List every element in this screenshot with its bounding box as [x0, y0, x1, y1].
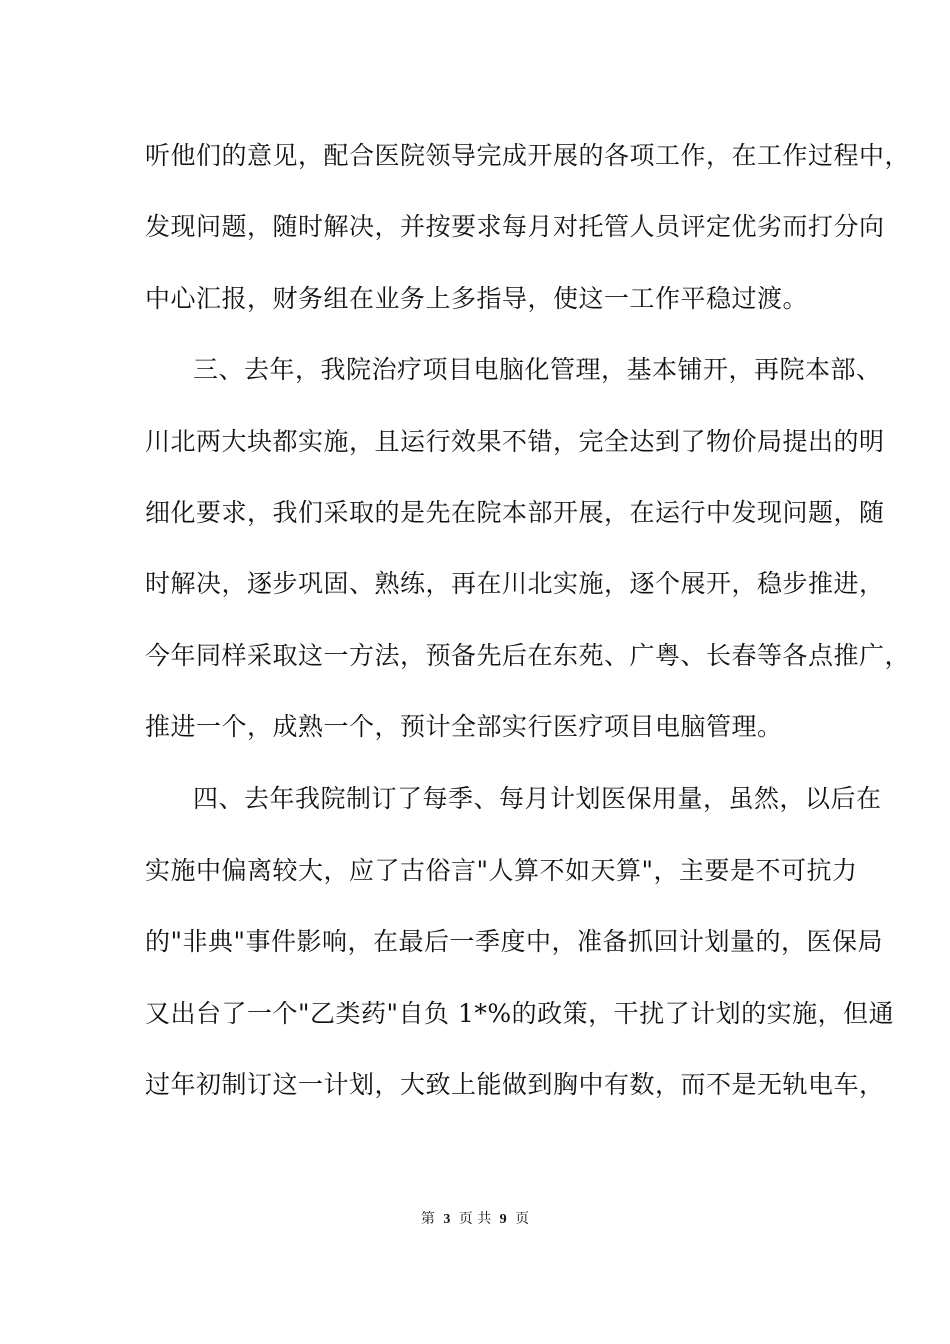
- text-line: 川北两大块都实施，且运行效果不错，完全达到了物价局提出的明: [145, 427, 885, 456]
- text-line: 时解决，逐步巩固、熟练，再在川北实施，逐个展开，稳步推进，: [145, 569, 885, 598]
- paragraph-start-line: 四、去年我院制订了每季、每月计划医保用量，虽然，以后在: [193, 784, 882, 813]
- page-footer: [0, 1210, 950, 1229]
- text-line: 实施中偏离较大，应了古俗言"人算不如天算"，主要是不可抗力: [145, 856, 858, 885]
- text-line: 细化要求，我们采取的是先在院本部开展，在运行中发现问题，随: [145, 498, 885, 527]
- text-line: 发现问题，随时解决，并按要求每月对托管人员评定优劣而打分向: [145, 212, 885, 241]
- paragraph-start-line: 三、去年，我院治疗项目电脑化管理，基本铺开，再院本部、: [193, 355, 882, 384]
- footer-prefix: 第: [420, 1211, 435, 1227]
- current-page-number: 3: [443, 1212, 451, 1227]
- footer-middle: 页 共: [458, 1211, 492, 1227]
- text-line: 听他们的意见，配合医院领导完成开展的各项工作，在工作过程中，: [145, 141, 911, 170]
- total-pages-number: 9: [499, 1212, 507, 1227]
- text-line: 又出台了一个"乙类药"自负 1*%的政策，干扰了计划的实施，但通: [145, 999, 895, 1028]
- text-line: 的"非典"事件影响，在最后一季度中，准备抓回计划量的，医保局: [145, 927, 884, 956]
- text-line: 中心汇报，财务组在业务上多指导，使这一工作平稳过渡。: [145, 284, 809, 313]
- text-line: 今年同样采取这一方法，预备先后在东苑、广粤、长春等各点推广，: [145, 641, 911, 670]
- text-line: 推进一个，成熟一个，预计全部实行医疗项目电脑管理。: [145, 712, 783, 741]
- text-line: 过年初制订这一计划，大致上能做到胸中有数，而不是无轨电车，: [145, 1070, 885, 1099]
- footer-suffix: 页: [515, 1211, 530, 1227]
